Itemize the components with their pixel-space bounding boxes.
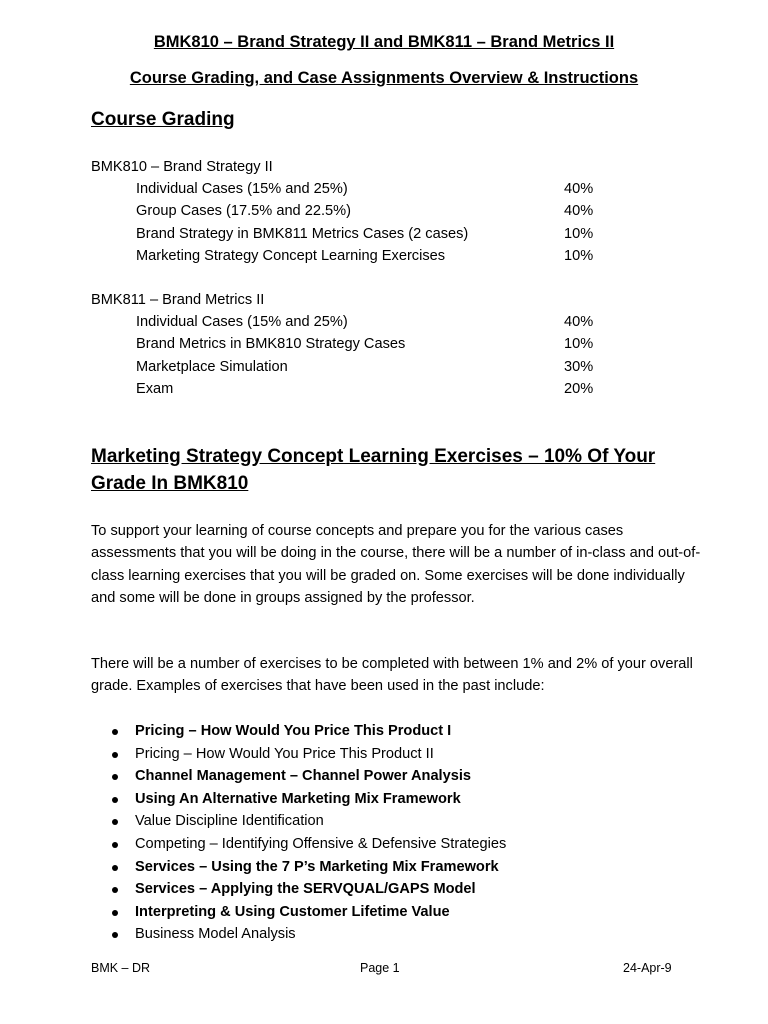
footer-left: BMK – DR: [91, 961, 151, 975]
grading-row: [91, 178, 611, 200]
bullet-icon: [112, 819, 118, 825]
list-item: [91, 833, 711, 856]
grading-row: [91, 311, 611, 333]
footer-page-number: Page 1: [360, 961, 400, 975]
grading-group-bmk810: [91, 156, 611, 267]
exercises-heading-line2: Grade In BMK810: [91, 473, 249, 494]
list-item-text: Competing – Identifying Offensive & Defensive Strategies: [135, 835, 507, 852]
bullet-icon: [112, 729, 118, 735]
list-item-text: Pricing – How Would You Price This Product I: [135, 723, 452, 739]
grading-item-name: Marketing Strategy Concept Learning Exercises: [136, 247, 446, 264]
grading-item-name: Marketplace Simulation: [136, 358, 288, 375]
grading-item-name: Group Cases (17.5% and 22.5%): [136, 203, 351, 220]
grading-item-percent: 10%: [564, 336, 594, 353]
bullet-icon: [112, 865, 118, 871]
bullet-icon: [112, 842, 118, 848]
grading-group-bmk811: [91, 289, 611, 400]
grading-item-percent: 40%: [564, 314, 594, 331]
list-item: [91, 856, 711, 879]
grading-table: [91, 156, 611, 422]
grading-item-percent: 40%: [564, 203, 594, 220]
exercises-heading-line1: Marketing Strategy Concept Learning Exercises – 10% Of Your: [91, 446, 656, 467]
grading-group-label: BMK811 – Brand Metrics II: [91, 291, 265, 308]
list-item-text: Value Discipline Identification: [135, 813, 324, 830]
course-grading-heading: Course Grading: [91, 109, 235, 130]
list-item-text: Pricing – How Would You Price This Product II: [135, 745, 434, 762]
exercises-heading: [91, 443, 655, 497]
bullet-icon: [112, 797, 118, 803]
grading-item-name: Brand Strategy in BMK811 Metrics Cases (2 cases): [136, 225, 469, 242]
grading-row: [91, 378, 611, 400]
document-subtitle: Course Grading, and Case Assignments Overview & Instructions: [129, 69, 639, 87]
grading-item-name: Brand Metrics in BMK810 Strategy Cases: [136, 336, 406, 353]
bullet-icon: [112, 887, 118, 893]
list-item: [91, 720, 711, 743]
grading-row: [91, 333, 611, 355]
document-title: BMK810 – Brand Strategy II and BMK811 – Brand Metrics II: [153, 33, 615, 51]
grading-item-percent: 40%: [564, 181, 594, 198]
grading-item-percent: 10%: [564, 225, 594, 242]
bullet-icon: [112, 774, 118, 780]
list-item: [91, 878, 711, 901]
grading-group-label: BMK810 – Brand Strategy II: [91, 159, 273, 175]
grading-item-name: Individual Cases (15% and 25%): [136, 314, 348, 331]
footer-date: 24-Apr-9: [623, 961, 672, 975]
exercises-examples-paragraph: There will be a number of exercises to be completed with between 1% and 2% of your overall grade. Examples of exercises that have been used in the past include:: [91, 656, 693, 695]
grading-row: [91, 223, 611, 245]
list-item: [91, 923, 711, 946]
exercise-examples-list: [91, 720, 711, 946]
list-item-text: Interpreting & Using Customer Lifetime Value: [135, 903, 450, 920]
grading-item-percent: 20%: [564, 380, 594, 397]
bullet-icon: [112, 932, 118, 938]
list-item-text: Services – Applying the SERVQUAL/GAPS Model: [135, 881, 476, 898]
bullet-icon: [112, 910, 118, 916]
bullet-icon: [112, 752, 118, 758]
list-item: [91, 765, 711, 788]
list-item-text: Services – Using the 7 P’s Marketing Mix Framework: [135, 858, 499, 875]
exercises-intro-paragraph: To support your learning of course concepts and prepare you for the various cases assessments that you will be doing in the course, there will be a number of in-class and out-of-class learning exercises that you will be graded on. Some exercises will be done individually and some will be done in groups assigned by the professor.: [91, 523, 701, 606]
list-item: [91, 788, 711, 811]
list-item-text: Channel Management – Channel Power Analysis: [135, 768, 472, 785]
grading-row: [91, 245, 611, 267]
list-item: [91, 901, 711, 924]
list-item: [91, 810, 711, 833]
grading-item-percent: 30%: [564, 358, 594, 375]
grading-row: [91, 200, 611, 222]
list-item: [91, 743, 711, 766]
grading-row: [91, 356, 611, 378]
grading-item-name: Individual Cases (15% and 25%): [136, 181, 348, 198]
grading-item-name: Exam: [136, 380, 174, 397]
grading-item-percent: 10%: [564, 247, 594, 264]
list-item-text: Business Model Analysis: [135, 926, 296, 943]
list-item-text: Using An Alternative Marketing Mix Framework: [135, 790, 461, 807]
